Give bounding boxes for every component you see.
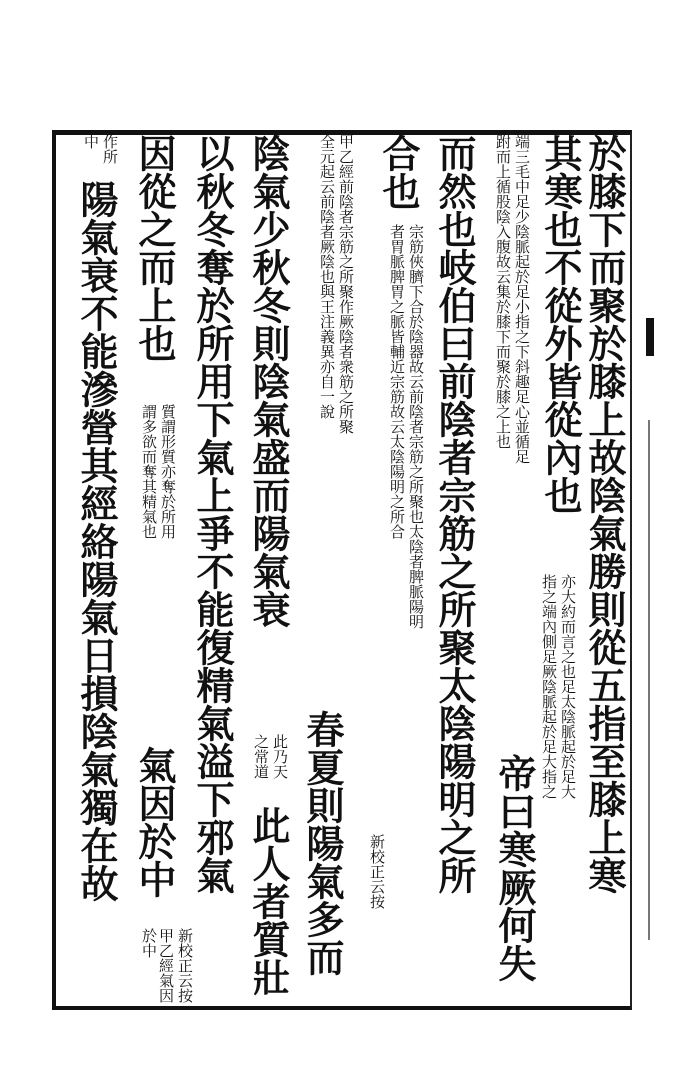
text-column-3 <box>490 134 536 1004</box>
main-text: 陰氣少秋冬則陰氣盛而陽氣衰 <box>246 134 291 628</box>
note-line: 者胃脈脾胃之脈皆輔近宗筋故云太陰陽明之所合 <box>388 224 406 539</box>
text-column-10 <box>68 134 124 1004</box>
commentary-note <box>494 134 530 744</box>
main-text: 因從之而上也 <box>132 134 177 362</box>
note-line: 新校正云按 <box>368 834 386 909</box>
note-line: 此乃天 <box>271 734 289 779</box>
note-line: 新校正云按 <box>176 928 194 1003</box>
note-line: 甲乙經前陰者宗筋之所聚作厥陰者衆筋之所聚 <box>337 134 355 434</box>
note-line: 跗而上循股陰入腹故云集於膝下而聚於膝之上也 <box>494 134 512 449</box>
main-text: 此人者質壯 <box>246 806 291 996</box>
commentary-note <box>388 224 424 904</box>
note-line: 指之端內側足厥陰脈起於足大指之 <box>540 574 558 799</box>
text-column-1: 於膝下而聚於膝上故陰氣勝則從五指至膝上寒 <box>582 134 627 894</box>
main-text: 合也 <box>376 134 421 210</box>
note-line: 全元起云前陰者厥陰也與王注義異亦自一說 <box>318 134 336 419</box>
note-line: 中 <box>82 134 100 149</box>
note-line: 亦大約而言之也足太陰脈起於足大 <box>559 574 577 799</box>
note-line: 宗筋俠臍下合於陰器故云前陰者宗筋之所聚也太陰者脾脈陽明 <box>407 224 425 629</box>
text-column-2 <box>536 134 582 1004</box>
page-edge-line <box>648 420 650 940</box>
commentary-note <box>140 928 193 1004</box>
note-line: 謂多欲而奪其精氣也 <box>140 404 158 539</box>
main-text: 其寒也不從外皆從內也 <box>538 134 583 514</box>
main-text: 帝曰寒厥何失 <box>492 754 537 982</box>
text-column-6 <box>300 134 360 1004</box>
commentary-note <box>140 404 176 744</box>
note-line: 作所 <box>101 134 119 164</box>
text-column-4: 而然也岐伯曰前陰者宗筋之所聚太陰陽明之所 <box>432 134 477 894</box>
main-text: 氣因於中 <box>132 746 177 898</box>
text-column-7 <box>244 134 296 1004</box>
main-text: 陽氣衰不能滲營其經絡陽氣日損陰氣獨在故 <box>74 180 119 902</box>
text-column-5 <box>368 134 426 1004</box>
note-line: 質謂形質亦奪於所用 <box>159 404 177 539</box>
text-column-9 <box>126 134 194 1004</box>
commentary-note <box>252 734 288 804</box>
commentary-note <box>540 574 576 1004</box>
note-line: 甲乙經氣因於中 <box>140 928 175 1003</box>
main-text: 春夏則陽氣多而 <box>300 710 345 976</box>
note-line: 端三毛中足少陰脈起於足小指之下斜趣足心並循足 <box>513 134 531 464</box>
commentary-note <box>82 134 118 176</box>
text-column-8: 以秋冬奪於所用下氣上爭不能復精氣溢下邪氣 <box>190 134 235 894</box>
commentary-note <box>318 134 354 704</box>
margin-marker <box>646 318 654 356</box>
note-line: 之常道 <box>252 734 270 779</box>
